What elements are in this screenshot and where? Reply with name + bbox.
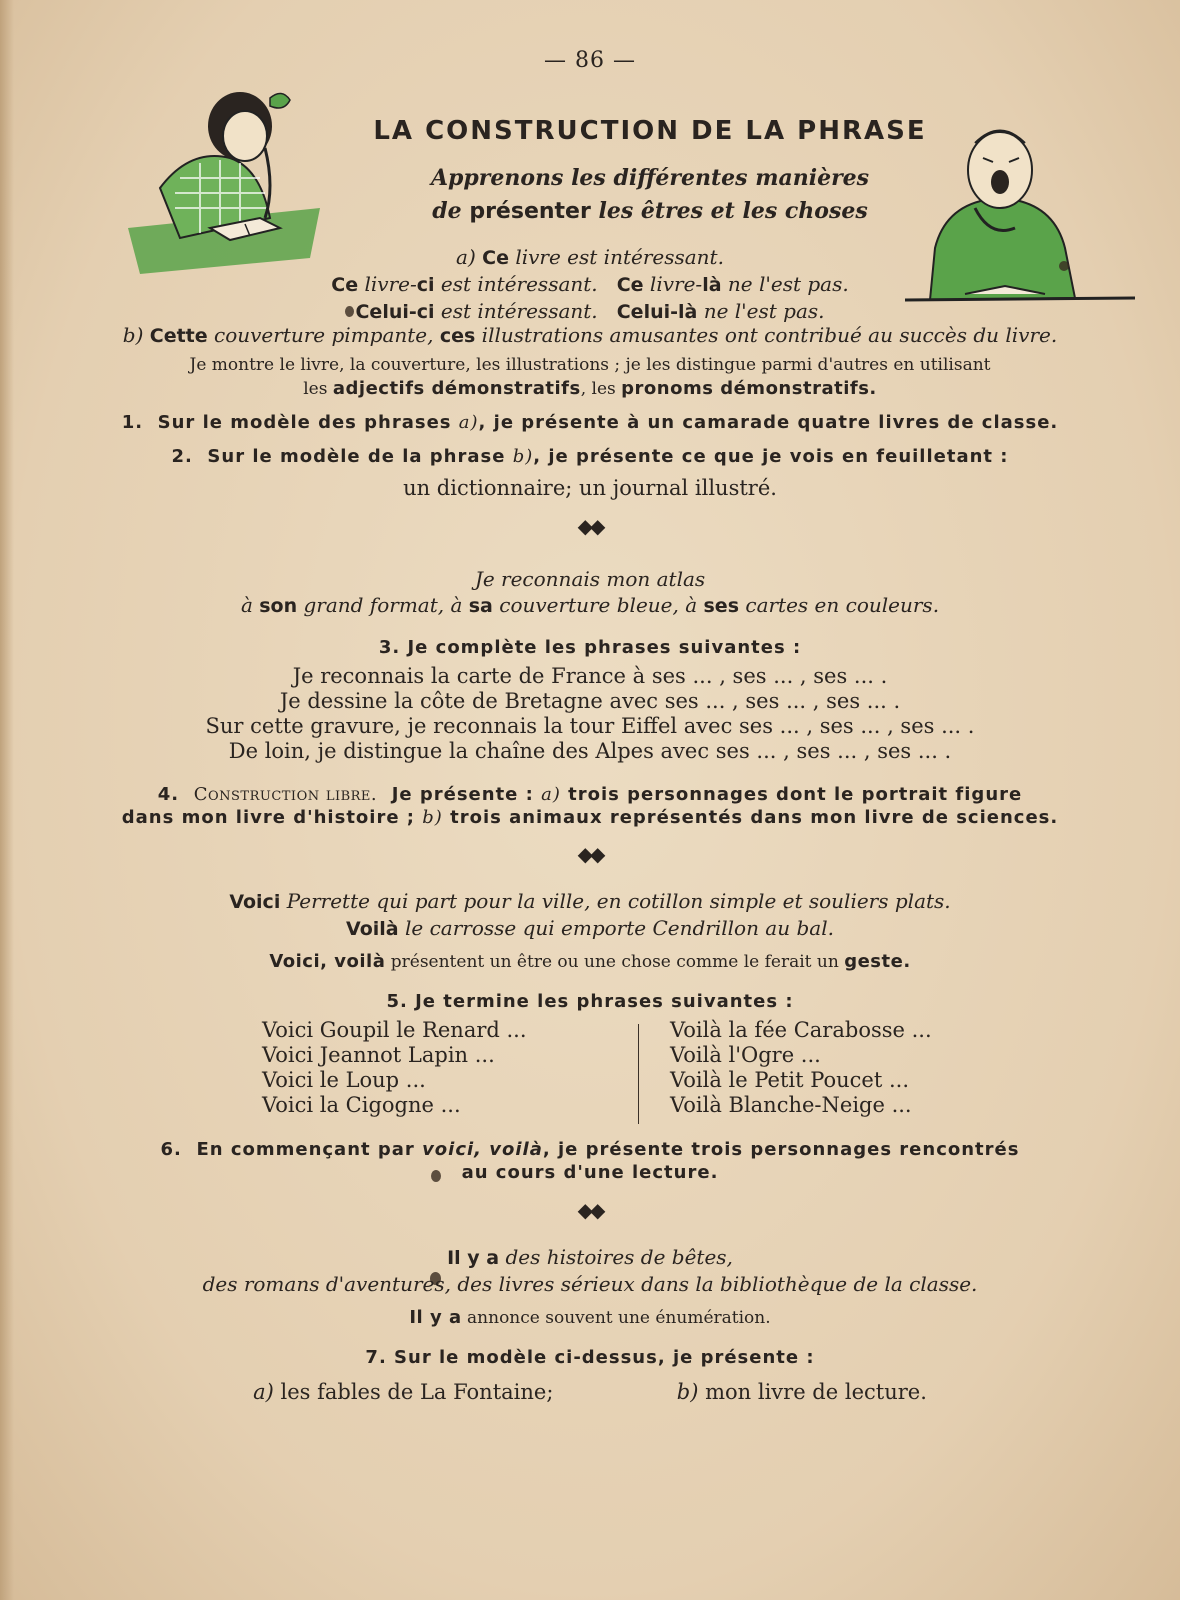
- text-span: , les: [580, 379, 622, 399]
- exercise-6-line-1: [0, 1138, 1180, 1161]
- italic-text: des histoires de bêtes,: [499, 1245, 733, 1269]
- bold-word: Ce: [331, 274, 359, 296]
- italic-bold-text: voici, voilà: [422, 1139, 543, 1160]
- list-item: Voici Jeannot Lapin ...: [262, 1043, 495, 1067]
- italic-text: a): [458, 412, 479, 433]
- il-y-a-line-2: des romans d'aventures, des livres sérieux dans la bibliothèque de la classe.: [202, 1272, 978, 1296]
- italic-text: livre-: [643, 272, 703, 296]
- voila-column: [670, 1018, 932, 1118]
- list-item: Voilà le Petit Poucet ...: [670, 1068, 909, 1092]
- page-title: LA CONSTRUCTION DE LA PHRASE: [373, 116, 927, 146]
- italic-text: Perrette qui part pour la ville, en cotillon simple et souliers plats.: [280, 889, 951, 913]
- example-a-line-1: [0, 244, 1180, 271]
- text-span: Sur le modèle des phrases: [157, 412, 459, 433]
- page-number: — 86 —: [544, 48, 636, 73]
- exercise-1: [0, 411, 1180, 434]
- text-span: de: [432, 198, 470, 224]
- bold-term: Voici, voilà: [269, 951, 386, 972]
- subtitle-line-1: Apprenons les différentes manières: [430, 165, 870, 191]
- rule-line-1: Je montre le livre, la couverture, les illustrations ; je les distingue parmi d'autres en utilisant: [189, 355, 991, 375]
- bold-term: Il y a: [409, 1307, 462, 1328]
- text-span: Je présente :: [391, 784, 542, 805]
- italic-text: le carrosse qui emporte Cendrillon au bal.: [398, 916, 834, 940]
- bold-word: ci: [416, 274, 435, 296]
- text-span: , je présente ce que je vois en feuilletant :: [533, 446, 1009, 467]
- text-span: En commençant par: [196, 1139, 423, 1160]
- bold-word: Ce: [616, 274, 644, 296]
- exercise-number: 2.: [171, 446, 193, 467]
- exercise-line: De loin, je distingue la chaîne des Alpes avec ses ... , ses ... , ses ... .: [228, 739, 952, 763]
- exercise-4-line-1: [0, 783, 1180, 806]
- italic-text: b): [422, 807, 443, 828]
- label: b): [122, 323, 144, 347]
- exercise-number: 1.: [121, 412, 144, 433]
- italic-text: couverture pimpante,: [207, 323, 440, 347]
- list-item: Voici le Loup ...: [262, 1068, 426, 1092]
- exercise-7-item-b: [677, 1380, 927, 1404]
- bold-word: Ce: [482, 247, 509, 269]
- italic-text: livre est intéressant.: [508, 245, 724, 269]
- exercise-4: [0, 783, 1180, 829]
- text-span: les êtres et les choses: [590, 198, 868, 224]
- bold-word: Celui-là: [616, 301, 698, 323]
- text-span: dans mon livre d'histoire ;: [121, 807, 423, 828]
- italic-text: cartes en couleurs.: [739, 593, 940, 617]
- exercise-7-label: 7. Sur le modèle ci-dessus, je présente :: [365, 1347, 815, 1368]
- bold-word: là: [702, 274, 722, 296]
- exercise-3-lines: [0, 664, 1180, 764]
- example-a-line-3: [0, 298, 1180, 325]
- rule-line-2: [0, 377, 1180, 401]
- example-a-line-2: [0, 271, 1180, 298]
- exercise-5-label: 5. Je termine les phrases suivantes :: [386, 991, 794, 1012]
- italic-text: a): [541, 784, 561, 805]
- bold-word: ses: [703, 595, 740, 617]
- list-item: Voici la Cigogne ...: [262, 1093, 461, 1117]
- column-divider: [638, 1024, 639, 1124]
- list-item: Voilà la fée Carabosse ...: [670, 1018, 932, 1042]
- example-atlas: [0, 566, 1180, 619]
- voici-column: [262, 1018, 527, 1118]
- rule-voici-voila: [0, 950, 1180, 974]
- example-il-y-a: [0, 1244, 1180, 1297]
- text-span: annonce souvent une énumération.: [461, 1308, 771, 1328]
- exercise-line: Je dessine la côte de Bretagne avec ses ... , ses ... , ses ... .: [279, 689, 901, 713]
- rule-demonstratifs: [0, 354, 1180, 401]
- bold-word: son: [259, 595, 298, 617]
- bold-word: sa: [468, 595, 493, 617]
- example-voici-voila: [0, 888, 1180, 942]
- section-separator: ◆◆: [577, 842, 603, 866]
- bold-word: Cette: [149, 325, 208, 347]
- label: b): [676, 1380, 699, 1404]
- exercise-number: 6.: [160, 1139, 182, 1160]
- il-y-a-line-1: [0, 1244, 1180, 1271]
- exercise-6: [0, 1138, 1180, 1184]
- exercise-2-items: un dictionnaire; un journal illustré.: [403, 476, 777, 500]
- exercise-7-items: [0, 1380, 1180, 1405]
- text-span: trois animaux représentés dans mon livre de sciences.: [442, 807, 1059, 828]
- bold-word: Voici: [229, 891, 281, 913]
- bold-word: Il y a: [447, 1247, 500, 1269]
- italic-text: couverture bleue, à: [492, 593, 704, 617]
- text-span: présentent un être ou une chose comme le ferait un: [385, 952, 845, 972]
- atlas-line-1: Je reconnais mon atlas: [474, 567, 706, 591]
- italic-text: est intéressant.: [434, 272, 598, 296]
- label: a): [253, 1380, 274, 1404]
- italic-text: illustrations amusantes ont contribué au succès du livre.: [475, 323, 1058, 347]
- text-span-bold: présenter: [469, 199, 591, 224]
- atlas-line-2: [0, 592, 1180, 619]
- list-item: Voilà l'Ogre ...: [670, 1043, 821, 1067]
- text-span: mon livre de lecture.: [698, 1380, 927, 1404]
- bold-word: Celui-ci: [355, 301, 435, 323]
- voila-line: [0, 915, 1180, 942]
- italic-text: ne l'est pas.: [697, 299, 825, 323]
- bold-term: adjectifs démonstratifs: [332, 378, 581, 399]
- page-subtitle: [120, 162, 1180, 228]
- exercise-7-item-a: [253, 1380, 553, 1404]
- bold-term: pronoms démonstratifs.: [621, 378, 877, 399]
- rule-il-y-a: [0, 1306, 1180, 1330]
- list-item: Voici Goupil le Renard ...: [262, 1018, 527, 1042]
- exercise-4-line-2: [0, 806, 1180, 829]
- subtitle-line-2: [120, 195, 1180, 228]
- italic-text: b): [512, 446, 534, 467]
- bold-word: ces: [439, 325, 476, 347]
- voici-line: [0, 888, 1180, 915]
- italic-text: est intéressant.: [434, 299, 598, 323]
- exercise-number: 4.: [157, 784, 180, 805]
- italic-text: livre-: [358, 272, 417, 296]
- section-separator: ◆◆: [577, 1198, 603, 1222]
- exercise-2: [0, 445, 1180, 468]
- exercise-3-label: 3. Je complète les phrases suivantes :: [378, 637, 802, 658]
- italic-text: à: [240, 593, 260, 617]
- text-span: trois personnages dont le portrait figure: [560, 784, 1023, 805]
- text-span: Sur le modèle de la phrase: [207, 446, 513, 467]
- text-span: les: [303, 379, 333, 399]
- exercise-6-line-2: au cours d'une lecture.: [461, 1162, 719, 1183]
- exercise-line: Je reconnais la carte de France à ses ... , ses ... , ses ... .: [292, 664, 888, 688]
- section-separator: ◆◆: [577, 514, 603, 538]
- italic-text: grand format, à: [297, 593, 469, 617]
- exercise-line: Sur cette gravure, je reconnais la tour Eiffel avec ses ... , ses ... , ses ... .: [205, 714, 975, 738]
- exercise-5-columns: [262, 1018, 982, 1128]
- example-b: [0, 322, 1180, 349]
- label: a): [456, 245, 476, 269]
- examples-a: [0, 244, 1180, 325]
- text-span: , je présente à un camarade quatre livres de classe.: [478, 412, 1059, 433]
- bold-term: geste.: [844, 951, 911, 972]
- bold-word: Voilà: [346, 918, 399, 940]
- list-item: Voilà Blanche-Neige ...: [670, 1093, 912, 1117]
- small-caps-heading: Construction libre.: [193, 784, 378, 805]
- italic-text: ne l'est pas.: [721, 272, 849, 296]
- text-span: les fables de La Fontaine;: [273, 1380, 554, 1404]
- text-span: , je présente trois personnages rencontrés: [542, 1139, 1020, 1160]
